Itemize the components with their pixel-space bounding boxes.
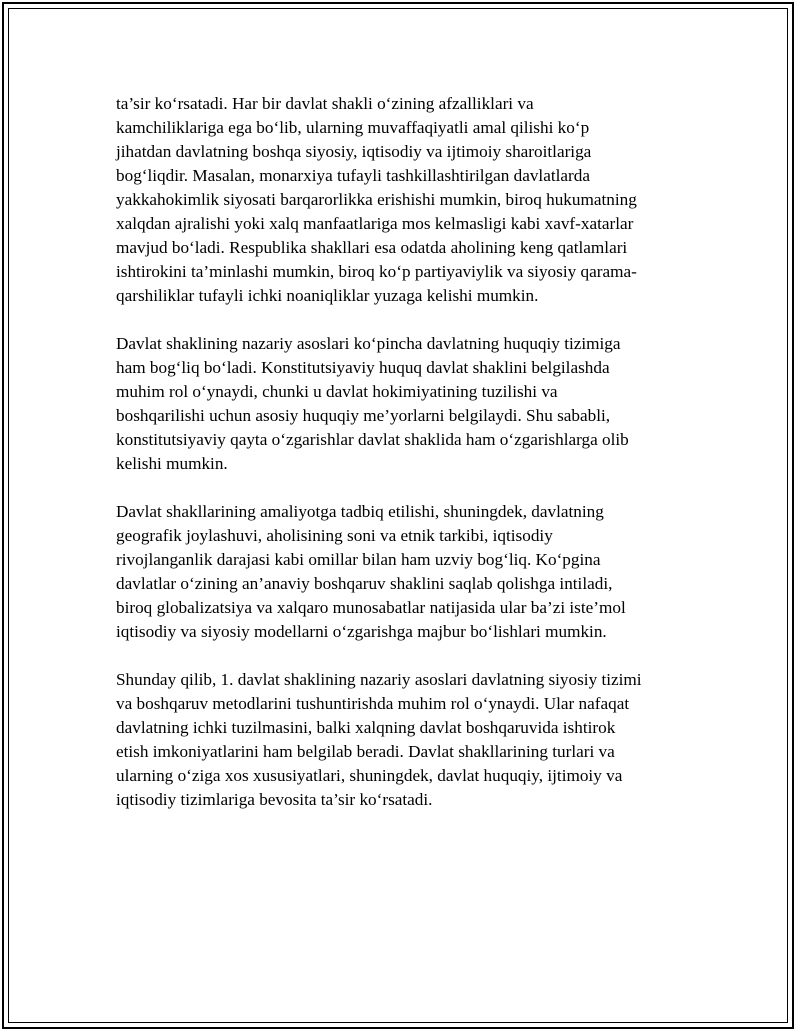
paragraph-3: Davlat shakllarining amaliyotga tadbiq etilishi, shuningdek, davlatning geografik joylashuvi, aholisining soni va etnik tarkibi, iqtisodiy rivojlanganlik darajasi kabi omillar bilan ham uzviy bog‘liq. Ko‘pgina davlatlar o‘zining an’anaviy boshqaruv shaklini saqlab qolishga intiladi, biroq globalizatsiya va xalqaro munosabatlar natijasida ular ba’zi iste’mol iqtisodiy va siyosiy modellarni o‘zgarishga majbur bo‘lishlari mumkin. <box>116 502 626 641</box>
paragraph-1: ta’sir ko‘rsatadi. Har bir davlat shakli o‘zining afzalliklari va kamchiliklariga ega bo‘lib, ularning muvaffaqiyatli amal qilishi ko‘p jihatdan davlatning boshqa siyosiy, iqtisodiy va ijtimoiy sharoitlariga bog‘liqdir. Masalan, monarxiya tufayli tashkillashtirilgan davlatlarda yakkahokimlik siyosati barqarorlikka erishishi mumkin, biroq hukumatning xalqdan ajralishi yoki xalq manfaatlariga mos kelmasligi kabi xavf-xatarlar mavjud bo‘ladi. Respublika shakllari esa odatda aholining keng qatlamlari ishtirokini ta’minlashi mumkin, biroq ko‘p partiyaviylik va siyosiy qarama- qarshiliklar tufayli ichki noaniqliklar yuzaga kelishi mumkin. <box>116 94 637 305</box>
paragraph-2: Davlat shaklining nazariy asoslari ko‘pincha davlatning huquqiy tizimiga ham bog‘liq bo‘ladi. Konstitutsiyaviy huquq davlat shaklini belgilashda muhim rol o‘ynaydi, chunki u davlat hokimiyatining tuzilishi va boshqarilishi uchun asosiy huquqiy me’yorlarni belgilaydi. Shu sababli, konstitutsiyaviy qayta o‘zgarishlar davlat shaklida ham o‘zgarishlarga olib kelishi mumkin. <box>116 334 629 473</box>
paragraph-4: Shunday qilib, 1. davlat shaklining nazariy asoslari davlatning siyosiy tizimi va boshqaruv metodlarini tushuntirishda muhim rol o‘ynaydi. Ular nafaqat davlatning ichki tuzilmasini, balki xalqning davlat boshqaruvida ishtirok etish imkoniyatlarini ham belgilab beradi. Davlat shakllarining turlari va ularning o‘ziga xos xususiyatlari, shuningdek, davlat huquqiy, ijtimoiy va iqtisodiy tizimlariga bevosita ta’sir ko‘rsatadi. <box>116 670 642 809</box>
document-body <box>116 92 696 836</box>
